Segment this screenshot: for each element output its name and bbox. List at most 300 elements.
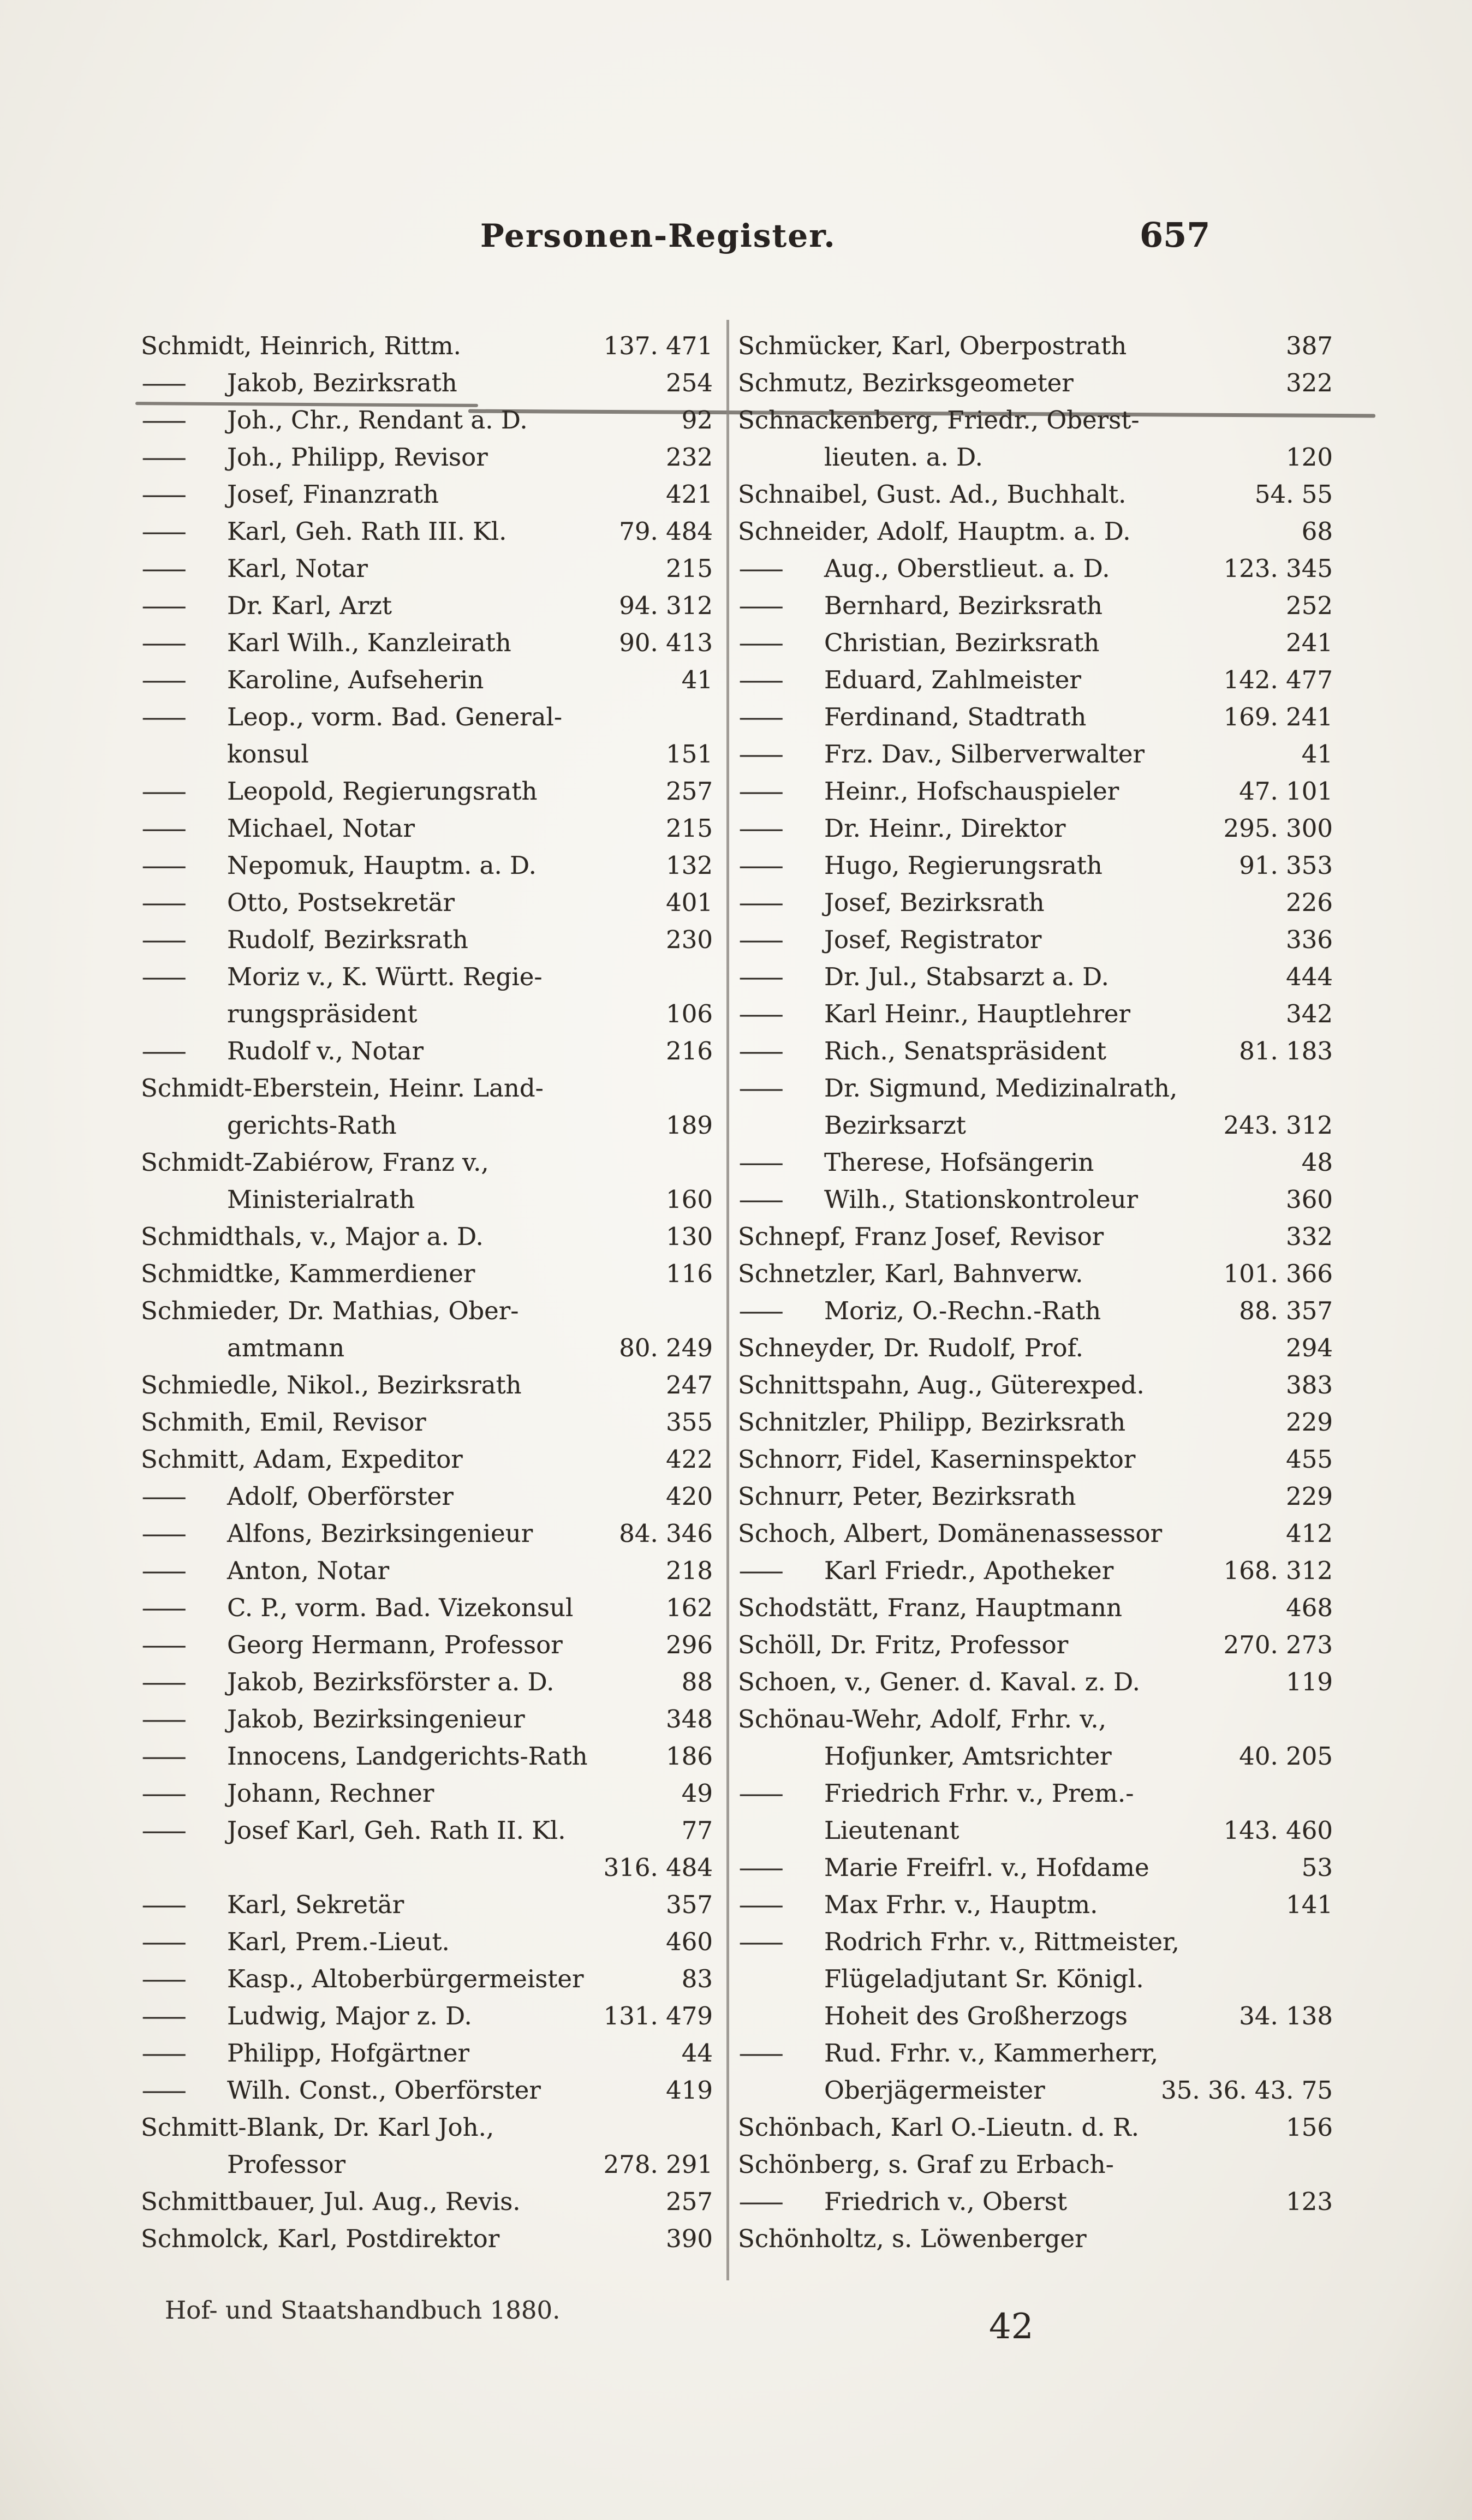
index-entry-row xyxy=(738,2109,1333,2146)
ditto-dash: — xyxy=(141,517,188,546)
index-entry-row xyxy=(141,2183,713,2220)
entry-text: Schöll, Dr. Fritz, Professor xyxy=(738,1630,1069,1659)
ditto-dash: — xyxy=(141,480,188,509)
index-entry-row xyxy=(141,996,713,1033)
index-entry-row xyxy=(738,550,1333,587)
entry-page-refs: 355 xyxy=(666,1408,713,1437)
index-entry-row xyxy=(141,1404,713,1441)
index-entry-row xyxy=(141,1107,713,1144)
entry-page-refs: 106 xyxy=(666,999,713,1028)
entry-text: Rich., Senatspräsident xyxy=(824,1036,1106,1065)
index-entry-row xyxy=(141,1961,713,1998)
index-entry-row xyxy=(738,1849,1333,1886)
entry-text: Karl, Notar xyxy=(227,554,368,583)
index-entry-row xyxy=(738,699,1333,736)
entry-page-refs: 270. 273 xyxy=(1223,1630,1333,1659)
entry-text: konsul xyxy=(227,740,309,768)
entry-page-refs: 460 xyxy=(666,1927,713,1956)
index-entry-row xyxy=(141,1441,713,1478)
ditto-dash: — xyxy=(738,851,785,880)
index-entry-row xyxy=(141,1070,713,1107)
index-entry-row xyxy=(141,1701,713,1738)
index-entry-row xyxy=(141,1218,713,1255)
entry-text: Bernhard, Bezirksrath xyxy=(824,591,1103,620)
index-entry-row xyxy=(738,476,1333,513)
ditto-dash: — xyxy=(141,814,188,843)
ditto-dash: — xyxy=(738,591,785,620)
entry-text: Josef, Finanzrath xyxy=(227,480,439,509)
entry-text: C. P., vorm. Bad. Vizekonsul xyxy=(227,1593,574,1622)
entry-page-refs: 215 xyxy=(666,814,713,843)
ditto-dash: — xyxy=(738,2039,785,2068)
entry-page-refs: 243. 312 xyxy=(1223,1111,1333,1140)
entry-text: Dr. Jul., Stabsarzt a. D. xyxy=(824,962,1109,991)
index-entry-row xyxy=(738,1701,1333,1738)
entry-page-refs: 189 xyxy=(666,1111,713,1140)
entry-page-refs: 336 xyxy=(1286,925,1333,954)
index-entry-row xyxy=(738,1330,1333,1367)
ditto-dash: — xyxy=(738,962,785,991)
index-entry-row xyxy=(738,1181,1333,1218)
index-entry-row xyxy=(738,1441,1333,1478)
entry-text: Friedrich Frhr. v., Prem.- xyxy=(824,1779,1134,1808)
entry-page-refs: 332 xyxy=(1286,1222,1333,1251)
index-entry-row xyxy=(141,1775,713,1812)
entry-text: Karl, Sekretär xyxy=(227,1890,404,1919)
index-entry-row xyxy=(738,513,1333,550)
ditto-dash: — xyxy=(738,777,785,806)
entry-page-refs: 68 xyxy=(1301,517,1333,546)
entry-text: Jakob, Bezirksingenieur xyxy=(227,1705,525,1733)
entry-text: Marie Freifrl. v., Hofdame xyxy=(824,1853,1149,1882)
index-entry-row xyxy=(141,2220,713,2257)
index-entry-row xyxy=(141,1923,713,1961)
entry-page-refs: 123. 345 xyxy=(1223,554,1333,583)
entry-text: amtmann xyxy=(227,1333,345,1362)
entry-page-refs: 44 xyxy=(681,2039,713,2068)
entry-page-refs: 101. 366 xyxy=(1223,1259,1333,1288)
entry-page-refs: 387 xyxy=(1286,331,1333,360)
entry-page-refs: 296 xyxy=(666,1630,713,1659)
index-entry-row xyxy=(738,847,1333,884)
entry-page-refs: 295. 300 xyxy=(1223,814,1333,843)
entry-page-refs: 142. 477 xyxy=(1223,665,1333,694)
index-entry-row xyxy=(738,1627,1333,1664)
entry-page-refs: 257 xyxy=(666,2187,713,2216)
entry-page-refs: 419 xyxy=(666,2076,713,2105)
ditto-dash: — xyxy=(141,1036,188,1065)
index-entry-row xyxy=(141,1738,713,1775)
entry-text: Georg Hermann, Professor xyxy=(227,1630,563,1659)
entry-page-refs: 162 xyxy=(666,1593,713,1622)
entry-text: Schmidt-Zabiérow, Franz v., xyxy=(141,1148,489,1177)
index-entry-row xyxy=(141,2072,713,2109)
index-entry-row xyxy=(141,1181,713,1218)
entry-text: Wilh., Stationskontroleur xyxy=(824,1185,1139,1214)
entry-text: Schneider, Adolf, Hauptm. a. D. xyxy=(738,517,1131,546)
entry-text: Schmitt, Adam, Expeditor xyxy=(141,1445,463,1474)
ditto-dash: — xyxy=(738,1779,785,1808)
entry-text: Schneyder, Dr. Rudolf, Prof. xyxy=(738,1333,1083,1362)
ditto-dash: — xyxy=(141,554,188,583)
entry-page-refs: 143. 460 xyxy=(1223,1816,1333,1845)
entry-text: Therese, Hofsängerin xyxy=(824,1148,1094,1177)
entry-text: Schönberg, s. Graf zu Erbach- xyxy=(738,2150,1114,2179)
entry-text: Aug., Oberstlieut. a. D. xyxy=(824,554,1110,583)
ditto-dash: — xyxy=(141,925,188,954)
entry-page-refs: 412 xyxy=(1286,1519,1333,1548)
index-entry-row xyxy=(141,810,713,847)
entry-text: Adolf, Oberförster xyxy=(227,1482,454,1511)
entry-text: Schnetzler, Karl, Bahnverw. xyxy=(738,1259,1083,1288)
entry-text: Josef, Registrator xyxy=(824,925,1042,954)
entry-text: Schnitzler, Philipp, Bezirksrath xyxy=(738,1408,1126,1437)
book-title-footer: Hof- und Staatshandbuch 1880. xyxy=(165,2296,561,2325)
index-entry-row xyxy=(141,699,713,736)
entry-page-refs: 92 xyxy=(681,406,713,434)
entry-page-refs: 218 xyxy=(666,1556,713,1585)
entry-page-refs: 216 xyxy=(666,1036,713,1065)
entry-page-refs: 422 xyxy=(666,1445,713,1474)
entry-page-refs: 81. 183 xyxy=(1239,1036,1333,1065)
entry-text: Ferdinand, Stadtrath xyxy=(824,702,1087,731)
entry-page-refs: 131. 479 xyxy=(603,2001,713,2030)
ditto-dash: — xyxy=(738,1890,785,1919)
entry-page-refs: 322 xyxy=(1286,368,1333,397)
entry-page-refs: 160 xyxy=(666,1185,713,1214)
entry-page-refs: 168. 312 xyxy=(1223,1556,1333,1585)
entry-page-refs: 79. 484 xyxy=(619,517,713,546)
entry-text: Schmith, Emil, Revisor xyxy=(141,1408,426,1437)
entry-page-refs: 229 xyxy=(1286,1408,1333,1437)
index-entry-row xyxy=(141,736,713,773)
index-column-right xyxy=(738,327,1333,2257)
entry-text: Schmolck, Karl, Postdirektor xyxy=(141,2224,500,2253)
ditto-dash: — xyxy=(141,2076,188,2105)
entry-text: Jakob, Bezirksrath xyxy=(227,368,457,397)
index-entry-row xyxy=(738,2072,1333,2109)
entry-text: Rud. Frhr. v., Kammerherr, xyxy=(824,2039,1159,2068)
entry-text: Joh., Chr., Rendant a. D. xyxy=(227,406,528,434)
index-entry-row xyxy=(738,1589,1333,1627)
ditto-dash: — xyxy=(738,702,785,731)
ditto-dash: — xyxy=(738,1927,785,1956)
entry-text: Dr. Karl, Arzt xyxy=(227,591,392,620)
entry-page-refs: 360 xyxy=(1286,1185,1333,1214)
entry-page-refs: 278. 291 xyxy=(603,2150,713,2179)
index-entry-row xyxy=(738,1218,1333,1255)
entry-text: Schmidt-Eberstein, Heinr. Land- xyxy=(141,1074,544,1103)
entry-page-refs: 116 xyxy=(666,1259,713,1288)
ditto-dash: — xyxy=(141,2039,188,2068)
entry-page-refs: 241 xyxy=(1286,628,1333,657)
entry-text: Johann, Rechner xyxy=(227,1779,434,1808)
ditto-dash: — xyxy=(141,1519,188,1548)
entry-text: Hofjunker, Amtsrichter xyxy=(824,1742,1112,1771)
index-entry-row xyxy=(738,439,1333,476)
entry-text: Schönbach, Karl O.-Lieutn. d. R. xyxy=(738,2113,1140,2142)
entry-page-refs: 53 xyxy=(1301,1853,1333,1882)
ditto-dash: — xyxy=(141,1667,188,1696)
ditto-dash: — xyxy=(141,1964,188,1993)
entry-text: Schnurr, Peter, Bezirksrath xyxy=(738,1482,1076,1511)
index-entry-row xyxy=(141,884,713,921)
entry-page-refs: 84. 346 xyxy=(619,1519,713,1548)
entry-text: Karl Friedr., Apotheker xyxy=(824,1556,1114,1585)
index-entry-row xyxy=(738,2146,1333,2183)
entry-text: Schmidt, Heinrich, Rittm. xyxy=(141,331,461,360)
entry-text: Schnepf, Franz Josef, Revisor xyxy=(738,1222,1104,1251)
ditto-dash: — xyxy=(738,1296,785,1325)
entry-text: Friedrich v., Oberst xyxy=(824,2187,1067,2216)
index-entry-row xyxy=(141,327,713,365)
entry-page-refs: 232 xyxy=(666,443,713,472)
entry-page-refs: 34. 138 xyxy=(1239,2001,1333,2030)
entry-page-refs: 421 xyxy=(666,480,713,509)
index-entry-row xyxy=(738,1367,1333,1404)
ditto-dash: — xyxy=(738,1185,785,1214)
index-entry-row xyxy=(141,958,713,996)
ditto-dash: — xyxy=(738,740,785,768)
entry-page-refs: 156 xyxy=(1286,2113,1333,2142)
entry-page-refs: 35. 36. 43. 75 xyxy=(1161,2076,1333,2105)
entry-page-refs: 226 xyxy=(1286,888,1333,917)
index-entry-row xyxy=(141,1849,713,1886)
entry-text: Karoline, Aufseherin xyxy=(227,665,484,694)
ditto-dash: — xyxy=(141,777,188,806)
index-entry-row xyxy=(141,624,713,662)
entry-text: Schönau-Wehr, Adolf, Frhr. v., xyxy=(738,1705,1107,1733)
index-entry-row xyxy=(141,662,713,699)
index-entry-row xyxy=(738,1070,1333,1107)
ditto-dash: — xyxy=(738,1036,785,1065)
signature-number: 42 xyxy=(989,2307,1034,2347)
index-entry-row xyxy=(141,513,713,550)
entry-page-refs: 247 xyxy=(666,1371,713,1399)
entry-text: Hoheit des Großherzogs xyxy=(824,2001,1128,2030)
entry-page-refs: 257 xyxy=(666,777,713,806)
index-entry-row xyxy=(141,587,713,624)
entry-text: Hugo, Regierungsrath xyxy=(824,851,1102,880)
entry-text: Karl Wilh., Kanzleirath xyxy=(227,628,511,657)
entry-page-refs: 468 xyxy=(1286,1593,1333,1622)
index-entry-row xyxy=(738,1144,1333,1181)
entry-text: Flügeladjutant Sr. Königl. xyxy=(824,1964,1144,1993)
ditto-dash: — xyxy=(738,1556,785,1585)
entry-page-refs: 41 xyxy=(1301,740,1333,768)
index-entry-row xyxy=(738,2035,1333,2072)
ditto-dash: — xyxy=(738,1853,785,1882)
ditto-dash: — xyxy=(738,665,785,694)
ditto-dash: — xyxy=(738,2187,785,2216)
entry-text: gerichts-Rath xyxy=(227,1111,397,1140)
entry-page-refs: 401 xyxy=(666,888,713,917)
ditto-dash: — xyxy=(141,1630,188,1659)
ditto-dash: — xyxy=(141,962,188,991)
ditto-dash: — xyxy=(141,1816,188,1845)
index-entry-row xyxy=(738,365,1333,402)
ditto-dash: — xyxy=(141,1890,188,1919)
entry-text: Schnittspahn, Aug., Güterexped. xyxy=(738,1371,1145,1399)
entry-page-refs: 47. 101 xyxy=(1239,777,1333,806)
index-entry-row xyxy=(738,587,1333,624)
ditto-dash: — xyxy=(141,628,188,657)
entry-text: Michael, Notar xyxy=(227,814,415,843)
index-entry-row xyxy=(141,921,713,958)
index-entry-row xyxy=(738,958,1333,996)
entry-page-refs: 94. 312 xyxy=(619,591,713,620)
index-entry-row xyxy=(738,1292,1333,1330)
entry-text: Ludwig, Major z. D. xyxy=(227,2001,472,2030)
ditto-dash: — xyxy=(738,999,785,1028)
entry-text: Schoen, v., Gener. d. Kaval. z. D. xyxy=(738,1667,1140,1696)
column-divider-line xyxy=(726,320,729,2280)
entry-page-refs: 40. 205 xyxy=(1239,1742,1333,1771)
entry-page-refs: 83 xyxy=(681,1964,713,1993)
index-entry-row xyxy=(738,1478,1333,1515)
index-entry-row xyxy=(141,550,713,587)
ditto-dash: — xyxy=(738,628,785,657)
entry-text: Leop., vorm. Bad. General- xyxy=(227,702,563,731)
ditto-dash: — xyxy=(141,2001,188,2030)
entry-page-refs: 186 xyxy=(666,1742,713,1771)
entry-page-refs: 54. 55 xyxy=(1254,480,1333,509)
ditto-dash: — xyxy=(141,1593,188,1622)
entry-page-refs: 132 xyxy=(666,851,713,880)
index-entry-row xyxy=(141,1886,713,1923)
ditto-dash: — xyxy=(141,1742,188,1771)
entry-text: Schnaibel, Gust. Ad., Buchhalt. xyxy=(738,480,1127,509)
entry-text: Kasp., Altoberbürgermeister xyxy=(227,1964,584,1993)
entry-text: Moriz, O.-Rechn.-Rath xyxy=(824,1296,1101,1325)
entry-page-refs: 49 xyxy=(681,1779,713,1808)
entry-page-refs: 88. 357 xyxy=(1239,1296,1333,1325)
entry-text: Schmitt-Blank, Dr. Karl Joh., xyxy=(141,2113,494,2142)
entry-text: Karl Heinr., Hauptlehrer xyxy=(824,999,1130,1028)
index-entry-row xyxy=(738,884,1333,921)
entry-text: Schmutz, Bezirksgeometer xyxy=(738,368,1074,397)
ditto-dash: — xyxy=(738,1074,785,1103)
entry-text: rungspräsident xyxy=(227,999,418,1028)
index-entry-row xyxy=(738,1775,1333,1812)
ditto-dash: — xyxy=(738,814,785,843)
entry-page-refs: 383 xyxy=(1286,1371,1333,1399)
entry-text: Schmittbauer, Jul. Aug., Revis. xyxy=(141,2187,521,2216)
entry-page-refs: 455 xyxy=(1286,1445,1333,1474)
index-entry-row xyxy=(141,365,713,402)
index-entry-row xyxy=(141,1552,713,1589)
index-entry-row xyxy=(738,1404,1333,1441)
index-entry-row xyxy=(141,476,713,513)
index-entry-row xyxy=(738,2183,1333,2220)
index-entry-row xyxy=(738,996,1333,1033)
entry-page-refs: 90. 413 xyxy=(619,628,713,657)
entry-text: Philipp, Hofgärtner xyxy=(227,2039,470,2068)
ditto-dash: — xyxy=(141,443,188,472)
entry-text: Oberjägermeister xyxy=(824,2076,1045,2105)
entry-text: Lieutenant xyxy=(824,1816,960,1845)
ditto-dash: — xyxy=(141,1705,188,1733)
index-entry-row xyxy=(738,624,1333,662)
entry-text: Ministerialrath xyxy=(227,1185,415,1214)
index-entry-row xyxy=(141,847,713,884)
index-entry-row xyxy=(738,1961,1333,1998)
entry-page-refs: 294 xyxy=(1286,1333,1333,1362)
entry-page-refs: 229 xyxy=(1286,1482,1333,1511)
entry-text: Schoch, Albert, Domänenassessor xyxy=(738,1519,1163,1548)
ditto-dash: — xyxy=(738,925,785,954)
index-entry-row xyxy=(141,1664,713,1701)
entry-page-refs: 48 xyxy=(1301,1148,1333,1177)
index-entry-row xyxy=(141,1255,713,1292)
entry-text: Dr. Sigmund, Medizinalrath, xyxy=(824,1074,1178,1103)
entry-page-refs: 169. 241 xyxy=(1223,702,1333,731)
index-entry-row xyxy=(738,1107,1333,1144)
page-number: 657 xyxy=(1140,215,1211,255)
index-entry-row xyxy=(738,810,1333,847)
ditto-dash: — xyxy=(141,368,188,397)
entry-text: lieuten. a. D. xyxy=(824,443,983,472)
entry-text: Josef, Bezirksrath xyxy=(824,888,1045,917)
page-title: Personen-Register. xyxy=(480,217,836,254)
entry-text: Schnackenberg, Friedr., Oberst- xyxy=(738,406,1140,434)
index-entry-row xyxy=(738,662,1333,699)
entry-page-refs: 137. 471 xyxy=(603,331,713,360)
index-entry-row xyxy=(738,327,1333,365)
index-entry-row xyxy=(141,1627,713,1664)
ditto-dash: — xyxy=(141,591,188,620)
ditto-dash: — xyxy=(141,702,188,731)
index-entry-row xyxy=(738,1812,1333,1849)
entry-text: Anton, Notar xyxy=(227,1556,390,1585)
entry-page-refs: 91. 353 xyxy=(1239,851,1333,880)
entry-page-refs: 316. 484 xyxy=(603,1853,713,1882)
ditto-dash: — xyxy=(141,1482,188,1511)
entry-text: Bezirksarzt xyxy=(824,1111,966,1140)
ditto-dash: — xyxy=(738,554,785,583)
index-entry-row xyxy=(141,402,713,439)
ditto-dash: — xyxy=(141,851,188,880)
entry-text: Innocens, Landgerichts-Rath xyxy=(227,1742,588,1771)
index-entry-row xyxy=(738,773,1333,810)
index-entry-row xyxy=(141,1998,713,2035)
index-entry-row xyxy=(141,1478,713,1515)
entry-page-refs: 215 xyxy=(666,554,713,583)
index-entry-row xyxy=(738,1515,1333,1552)
entry-page-refs: 151 xyxy=(666,740,713,768)
entry-text: Josef Karl, Geh. Rath II. Kl. xyxy=(227,1816,566,1845)
entry-page-refs: 120 xyxy=(1286,443,1333,472)
ditto-dash: — xyxy=(738,1148,785,1177)
entry-text: Schmücker, Karl, Oberpostrath xyxy=(738,331,1127,360)
index-entry-row xyxy=(738,2220,1333,2257)
ditto-dash: — xyxy=(738,888,785,917)
index-entry-row xyxy=(738,1998,1333,2035)
index-entry-row xyxy=(738,1033,1333,1070)
index-entry-row xyxy=(738,1923,1333,1961)
entry-text: Moriz v., K. Württ. Regie- xyxy=(227,962,543,991)
index-entry-row xyxy=(141,2109,713,2146)
entry-text: Joh., Philipp, Revisor xyxy=(227,443,488,472)
index-column-left xyxy=(141,327,713,2257)
entry-page-refs: 123 xyxy=(1286,2187,1333,2216)
index-entry-row xyxy=(738,736,1333,773)
entry-text: Schmidtke, Kammerdiener xyxy=(141,1259,475,1288)
entry-text: Otto, Postsekretär xyxy=(227,888,455,917)
entry-text: Alfons, Bezirksingenieur xyxy=(227,1519,533,1548)
entry-text: Wilh. Const., Oberförster xyxy=(227,2076,541,2105)
entry-page-refs: 130 xyxy=(666,1222,713,1251)
